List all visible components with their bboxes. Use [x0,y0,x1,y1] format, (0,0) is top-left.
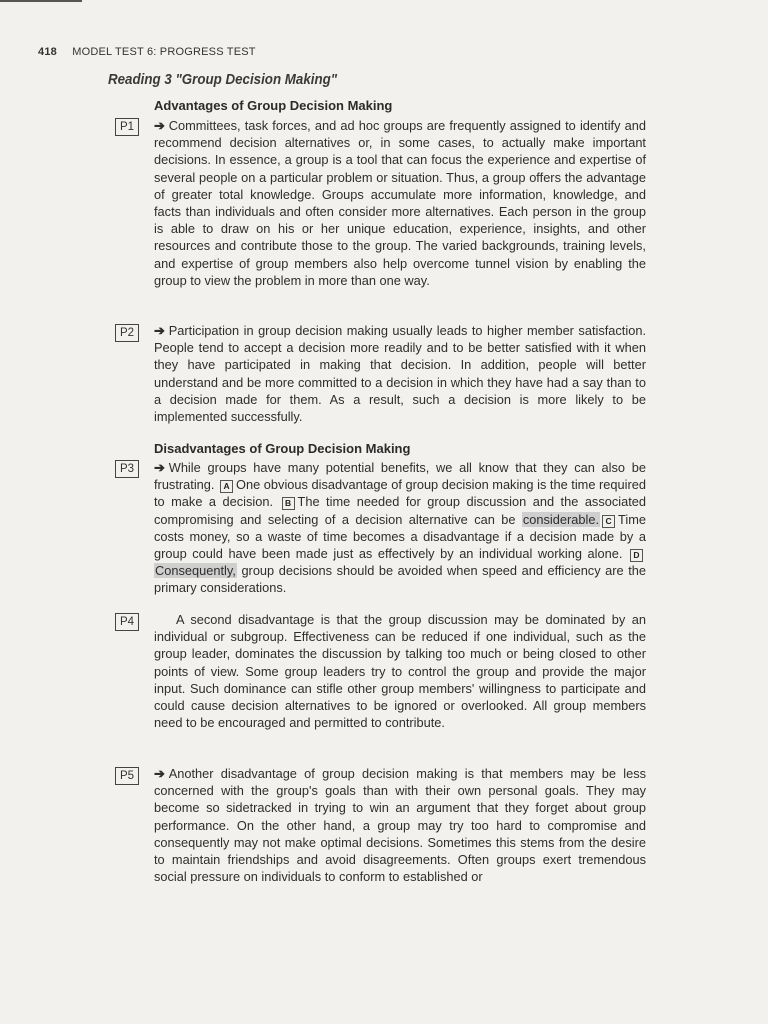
top-rule [0,0,82,2]
highlighted-word-consequently: Consequently, [155,563,236,579]
section-heading-advantages: Advantages of Group Decision Making [154,98,393,113]
paragraph-p1 [154,117,646,289]
reading-title: Reading 3 "Group Decision Making" [108,72,338,88]
paragraph-p3 [154,459,646,597]
page-number: 418 [38,46,57,58]
paragraph-marker-p5: P5 [115,767,139,785]
paragraph-p4 [154,611,646,731]
paragraph-marker-p2: P2 [115,324,139,342]
insert-marker-b[interactable]: B [282,497,295,510]
insert-marker-d[interactable]: D [630,549,643,562]
arrow-icon: ➔ [154,118,165,133]
paragraph-p2 [154,322,646,425]
paragraph-p1-text: Committees, task forces, and ad hoc groups are frequently assigned to identify and recommend decision alternatives or, in some cases, to actually make important decisions. In essence, a group is a tool that can focus the experience and expertise of several people on a particular problem or situation. Thus, a group offers the advantage of greater total knowledge. Groups accumulate more information, knowledge, and facts than individuals and often consider more alternatives. Each person in the group is able to draw on his or her unique education, experience, insights, and other resources and contribute those to the group. The varied backgrounds, training levels, and expertise of group members also help overcome tunnel vision by enabling the group to view the problem in more than one way. [154,118,646,288]
page-header [38,46,256,58]
paragraph-p3-text-2: One obvious disadvantage of group decision making is the time required to make a decision. [154,477,646,510]
paragraph-p5 [154,765,646,885]
paragraph-marker-p3: P3 [115,460,139,478]
section-heading-disadvantages: Disadvantages of Group Decision Making [154,441,411,456]
paragraph-p3-text-1: While groups have many potential benefits, we all know that they can also be frustrating. [154,460,646,493]
arrow-icon: ➔ [154,766,165,781]
paragraph-p3-text-3: The time needed for group discussion and the associated compromising and selecting of a decision alternative can be [154,494,646,527]
insert-marker-c[interactable]: C [602,515,615,528]
highlighted-word-considerable: considerable. [522,511,600,527]
paragraph-marker-p1: P1 [115,118,139,136]
insert-marker-a[interactable]: A [220,480,233,493]
paragraph-p4-text: A second disadvantage is that the group discussion may be dominated by an individual or subgroup. Effectiveness can be reduced if one individual, such as the group leader, dominates the discussion by talking too much or being closed to other points of view. Some group leaders try to control the group and provide the major input. Such dominance can stifle other group members' willingness to participate and could cause decision alternatives to be ignored or overlooked. All group members need to be encouraged and permitted to contribute. [154,612,646,731]
paragraph-p3-text-4: Time costs money, so a waste of time becomes a disadvantage if a decision made by a group could have been made just as effectively by an individual working alone. [154,511,646,562]
paragraph-p2-text: Participation in group decision making usually leads to higher member satisfaction. People tend to accept a decision more readily and to be better satisfied with it when they have participated in making that decision. In addition, people will better understand and be more committed to a decision in which they have had a say than to a decision made for them. As a result, such a decision is more likely to be implemented successfully. [154,323,646,425]
paragraph-p5-text: Another disadvantage of group decision making is that members may be less concerned with the group's goals than with their own personal goals. They may become so sidetracked in trying to win an argument that they forget about group performance. On the other hand, a group may try too hard to compromise and consequently may not make optimal decisions. Sometimes this stems from the desire to maintain friendships and avoid disagreements. Often groups exert tremendous social pressure on individuals to conform to established or [154,766,646,885]
arrow-icon: ➔ [154,460,165,475]
running-title: MODEL TEST 6: PROGRESS TEST [72,46,256,58]
paragraph-p3-text-5: group decisions should be avoided when speed and efficiency are the primary considerations. [154,563,646,596]
paragraph-marker-p4: P4 [115,613,139,631]
arrow-icon: ➔ [154,323,165,338]
